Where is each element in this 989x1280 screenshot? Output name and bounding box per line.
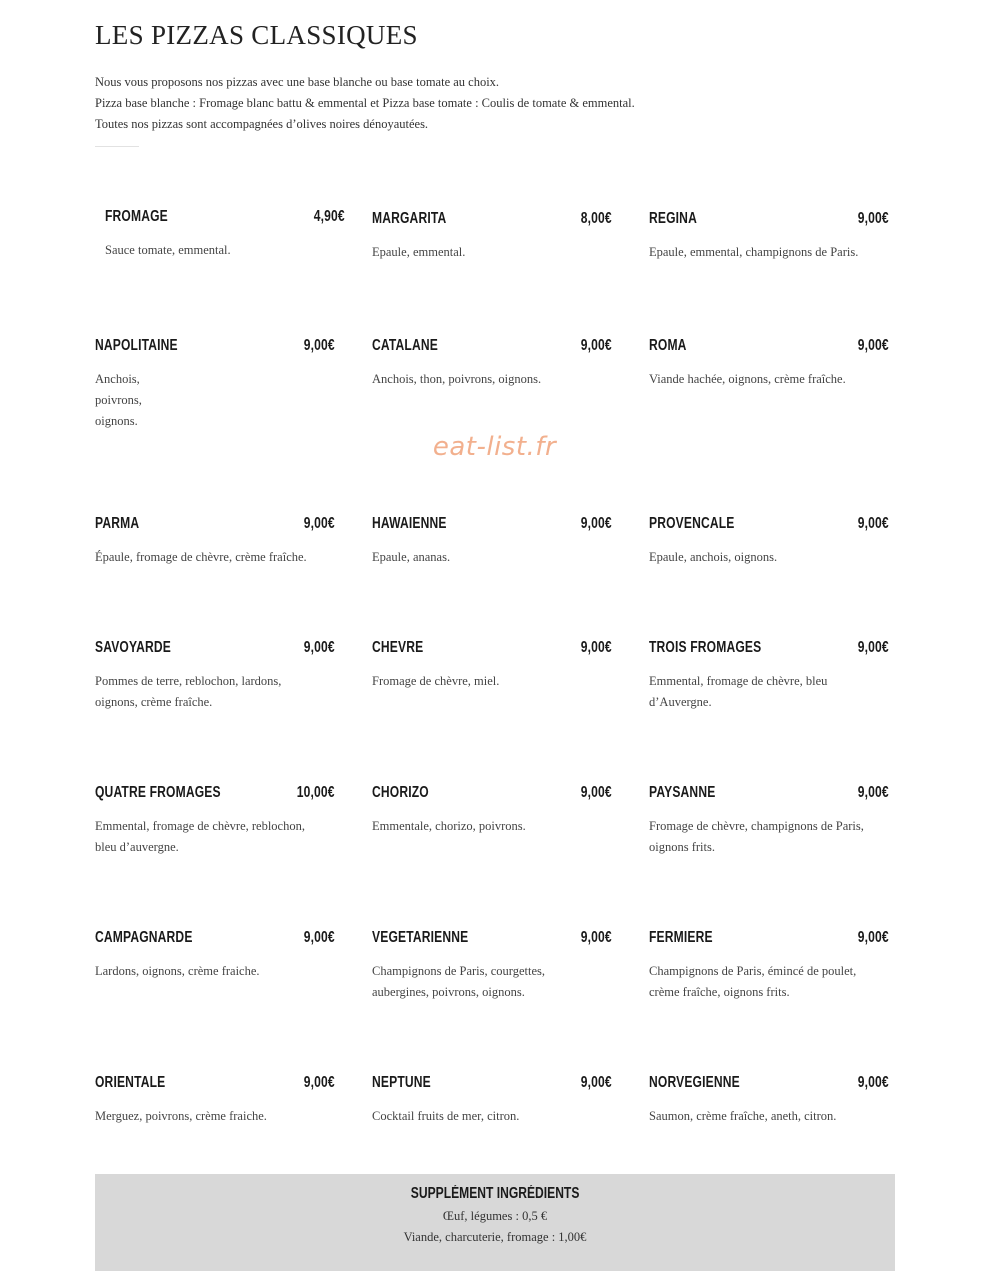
item-price: 9,00€	[857, 784, 889, 801]
item-price: 4,90€	[313, 208, 345, 225]
item-price: 8,00€	[580, 210, 612, 227]
item-description: Anchois, poivrons, oignons.	[95, 372, 142, 428]
item-price: 9,00€	[303, 1074, 335, 1091]
item-description: Sauce tomate, emmental.	[105, 243, 231, 257]
item-description: Fromage de chèvre, champignons de Paris, oignons frits.	[649, 819, 864, 854]
item-description: Champignons de Paris, émincé de poulet, crème fraîche, oignons frits.	[649, 964, 857, 999]
menu-item	[372, 210, 612, 263]
item-name: NAPOLITAINE	[95, 337, 178, 354]
watermark: eat-list.fr	[432, 432, 557, 462]
menu-item	[372, 515, 612, 568]
item-price: 9,00€	[580, 929, 612, 946]
item-description: Lardons, oignons, crème fraiche.	[95, 964, 260, 978]
item-price: 9,00€	[580, 639, 612, 656]
item-name: ROMA	[649, 337, 687, 354]
supplement-box	[95, 1174, 895, 1271]
menu-item	[649, 929, 889, 1003]
item-price: 9,00€	[857, 639, 889, 656]
item-description: Viande hachée, oignons, crème fraîche.	[649, 372, 846, 386]
menu-item	[95, 639, 335, 713]
item-description: Saumon, crème fraîche, aneth, citron.	[649, 1109, 837, 1123]
intro-line: Nous vous proposons nos pizzas avec une base blanche ou base tomate au choix.	[95, 75, 500, 89]
supplement-line: Œuf, légumes : 0,5 €	[442, 1209, 548, 1223]
item-name: ORIENTALE	[95, 1074, 166, 1091]
menu-item	[372, 337, 612, 390]
item-name: CAMPAGNARDE	[95, 929, 193, 946]
item-price: 9,00€	[580, 515, 612, 532]
item-price: 9,00€	[857, 1074, 889, 1091]
menu-item	[95, 515, 335, 568]
item-price: 9,00€	[857, 210, 889, 227]
intro-text	[95, 72, 855, 135]
item-description: Emmental, fromage de chèvre, bleu d’Auvergne.	[649, 674, 828, 709]
item-name: MARGARITA	[372, 210, 447, 227]
item-description: Anchois, thon, poivrons, oignons.	[372, 372, 542, 386]
page-title: LES PIZZAS CLASSIQUES	[95, 20, 418, 50]
intro-line: Toutes nos pizzas sont accompagnées d’olives noires dénoyautées.	[95, 117, 429, 131]
item-description: Merguez, poivrons, crème fraiche.	[95, 1109, 267, 1123]
supplement-line: Viande, charcuterie, fromage : 1,00€	[403, 1230, 587, 1244]
menu-item	[372, 639, 612, 692]
item-name: FERMIERE	[649, 929, 713, 946]
item-name: TROIS FROMAGES	[649, 639, 762, 656]
item-price: 9,00€	[303, 639, 335, 656]
item-description: Epaule, emmental.	[372, 245, 466, 259]
intro-line: Pizza base blanche : Fromage blanc battu & emmental et Pizza base tomate : Coulis de tomate & emmental.	[95, 96, 635, 110]
item-price: 9,00€	[857, 929, 889, 946]
menu-item	[95, 784, 335, 858]
item-name: VEGETARIENNE	[372, 929, 469, 946]
item-description: Cocktail fruits de mer, citron.	[372, 1109, 520, 1123]
divider	[95, 146, 139, 147]
item-description: Emmentale, chorizo, poivrons.	[372, 819, 526, 833]
item-name: REGINA	[649, 210, 697, 227]
item-name: FROMAGE	[105, 208, 168, 225]
item-description: Pommes de terre, reblochon, lardons, oignons, crème fraîche.	[95, 674, 282, 709]
item-price: 9,00€	[580, 337, 612, 354]
menu-item	[649, 784, 889, 858]
item-description: Fromage de chèvre, miel.	[372, 674, 500, 688]
item-description: Emmental, fromage de chèvre, reblochon, bleu d’auvergne.	[95, 819, 305, 854]
item-price: 9,00€	[303, 515, 335, 532]
item-name: CATALANE	[372, 337, 438, 354]
item-price: 10,00€	[297, 784, 335, 801]
item-name: CHEVRE	[372, 639, 424, 656]
item-name: SAVOYARDE	[95, 639, 171, 656]
item-name: QUATRE FROMAGES	[95, 784, 221, 801]
supplement-title: SUPPLÉMENT INGRÉDIENTS	[410, 1185, 580, 1202]
menu-item	[372, 929, 612, 1003]
item-name: PROVENCALE	[649, 515, 735, 532]
item-price: 9,00€	[303, 929, 335, 946]
menu-item	[372, 784, 612, 837]
item-name: CHORIZO	[372, 784, 429, 801]
menu-item	[649, 639, 889, 713]
item-price: 9,00€	[857, 515, 889, 532]
item-price: 9,00€	[580, 1074, 612, 1091]
menu-item	[372, 1074, 612, 1127]
menu-item	[649, 210, 889, 263]
item-price: 9,00€	[303, 337, 335, 354]
item-name: PAYSANNE	[649, 784, 716, 801]
menu-item	[649, 1074, 889, 1127]
item-price: 9,00€	[857, 337, 889, 354]
menu-item	[95, 929, 335, 982]
item-name: NEPTUNE	[372, 1074, 431, 1091]
item-description: Epaule, anchois, oignons.	[649, 550, 778, 564]
menu-item	[95, 1074, 335, 1127]
item-description: Epaule, ananas.	[372, 550, 451, 564]
menu-item	[649, 337, 889, 390]
item-name: NORVEGIENNE	[649, 1074, 740, 1091]
menu-item	[95, 337, 335, 432]
item-name: HAWAIENNE	[372, 515, 447, 532]
menu-item	[105, 208, 345, 261]
item-description: Epaule, emmental, champignons de Paris.	[649, 245, 859, 259]
item-description: Champignons de Paris, courgettes, aubergines, poivrons, oignons.	[372, 964, 546, 999]
item-description: Épaule, fromage de chèvre, crème fraîche.	[95, 550, 307, 564]
item-price: 9,00€	[580, 784, 612, 801]
menu-item	[649, 515, 889, 568]
item-name: PARMA	[95, 515, 140, 532]
